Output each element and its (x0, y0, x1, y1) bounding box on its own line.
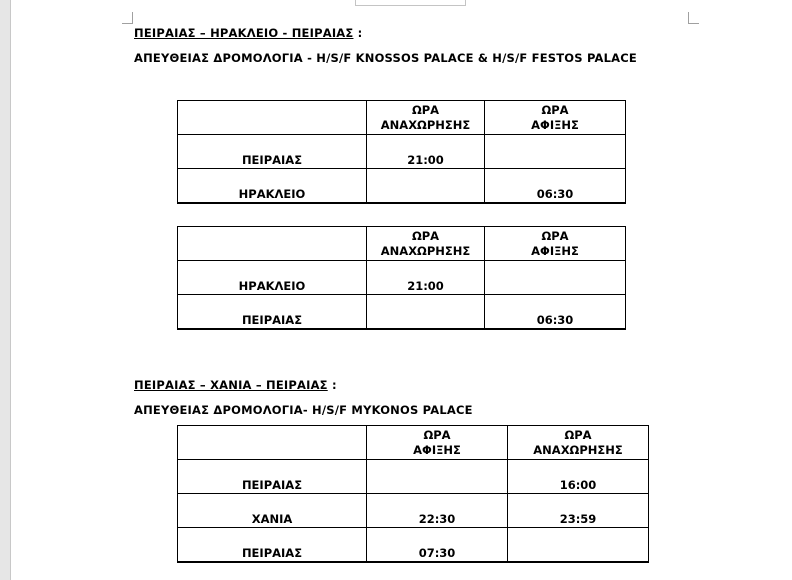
schedule-table-1 (177, 100, 626, 204)
section1-heading (134, 26, 362, 40)
table-row (178, 528, 649, 562)
header-cell-empty (178, 101, 367, 135)
header-cell: ΩΡΑ ΑΦΙΞΗΣ (485, 101, 626, 135)
header-cell: ΩΡΑ ΑΦΙΞΗΣ (485, 227, 626, 261)
table-row (178, 169, 626, 203)
section2-title: ΠΕΙΡΑΙΑΣ – ΧΑΝΙΑ – ΠΕΙΡΑΙΑΣ (134, 378, 328, 392)
header-cell: ΩΡΑ ΑΝΑΧΩΡΗΣΗΣ (508, 426, 649, 460)
departure-cell: 23:59 (508, 494, 649, 528)
table-header-row (178, 101, 626, 135)
place-cell: ΧΑΝΙΑ (178, 494, 367, 528)
table-header-row (178, 426, 649, 460)
schedule-table-3 (177, 425, 649, 563)
departure-cell (367, 169, 485, 203)
departure-cell: 16:00 (508, 460, 649, 494)
arrival-cell (367, 460, 508, 494)
header-cell-empty (178, 426, 367, 460)
crop-mark-top-left (122, 12, 133, 24)
arrival-cell: 06:30 (485, 169, 626, 203)
departure-cell: 21:00 (367, 135, 485, 169)
header-cell: ΩΡΑ ΑΝΑΧΩΡΗΣΗΣ (367, 101, 485, 135)
table-header-row (178, 227, 626, 261)
place-cell: ΠΕΙΡΑΙΑΣ (178, 135, 367, 169)
departure-cell: 21:00 (367, 261, 485, 295)
header-cell: ΩΡΑ ΑΝΑΧΩΡΗΣΗΣ (367, 227, 485, 261)
departure-cell (367, 295, 485, 329)
arrival-cell (485, 135, 626, 169)
section2-heading (134, 378, 337, 392)
table-row (178, 261, 626, 295)
table-row (178, 494, 649, 528)
table-row (178, 295, 626, 329)
section2-subtitle: ΑΠΕΥΘΕΙΑΣ ΔΡΟΜΟΛΟΓΙΑ- H/S/F MYKONOS PALACE (134, 403, 473, 417)
left-gutter (0, 0, 11, 580)
crop-mark-top-right (688, 12, 699, 24)
arrival-cell (485, 261, 626, 295)
page-header-tab (355, 0, 466, 6)
place-cell: ΠΕΙΡΑΙΑΣ (178, 295, 367, 329)
section1-subtitle: ΑΠΕΥΘΕΙΑΣ ΔΡΟΜΟΛΟΓΙΑ - H/S/F KNOSSOS PALACE & H/S/F FESTOS PALACE (134, 51, 637, 65)
section1-title: ΠΕΙΡΑΙΑΣ – ΗΡΑΚΛΕΙΟ - ΠΕΙΡΑΙΑΣ (134, 26, 354, 40)
section1-title-suffix: : (353, 26, 363, 40)
place-cell: ΠΕΙΡΑΙΑΣ (178, 460, 367, 494)
place-cell: ΗΡΑΚΛΕΙΟ (178, 169, 367, 203)
departure-cell (508, 528, 649, 562)
place-cell: ΠΕΙΡΑΙΑΣ (178, 528, 367, 562)
arrival-cell: 22:30 (367, 494, 508, 528)
arrival-cell: 07:30 (367, 528, 508, 562)
header-cell: ΩΡΑ ΑΦΙΞΗΣ (367, 426, 508, 460)
arrival-cell: 06:30 (485, 295, 626, 329)
schedule-table-2 (177, 226, 626, 330)
table-row (178, 135, 626, 169)
place-cell: ΗΡΑΚΛΕΙΟ (178, 261, 367, 295)
table-row (178, 460, 649, 494)
header-cell-empty (178, 227, 367, 261)
section2-title-suffix: : (327, 378, 337, 392)
